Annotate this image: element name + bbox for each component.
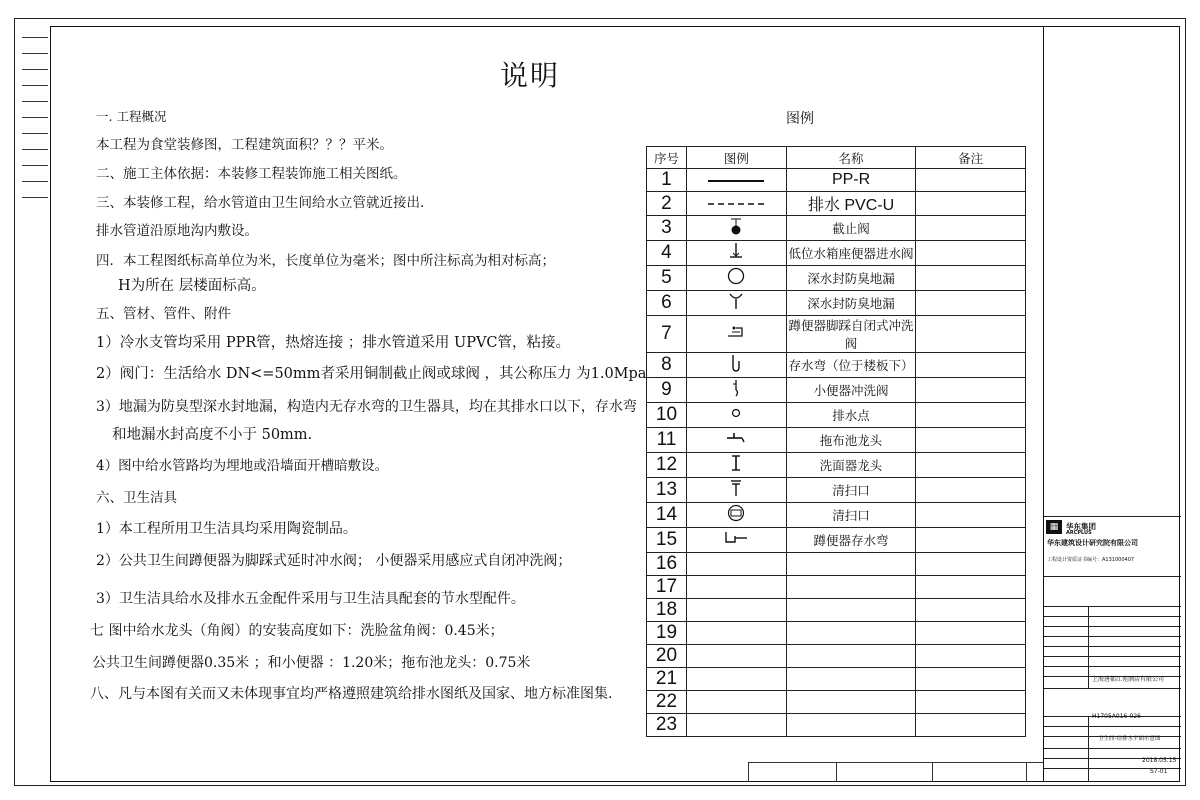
signature-row-line [748,762,1043,763]
legend-header: 名称 [786,147,916,169]
dashed-line-icon [686,192,786,216]
legend-row-name: 截止阀 [786,216,916,241]
signature-divider [932,762,933,782]
small-circle-icon [686,403,786,428]
legend-row-number: 3 [647,216,687,241]
note-line: 七 图中给水龙头（角阀）的安装高度如下：洗脸盆角阀：0.45米； [90,623,504,639]
legend-symbol-empty [686,668,786,691]
trap-icon [686,353,786,378]
squat-flush-valve-icon [686,316,786,353]
note-line: 和地漏水封高度不小于 50mm. [112,427,313,443]
cert-number: A131000407 [1102,557,1135,563]
legend-row-name [786,645,916,668]
legend-row-remark [916,428,1026,453]
title-block [1043,26,1180,782]
legend-row [647,266,1026,291]
low-tank-inlet-valve-icon [686,241,786,266]
drawing-date: 2018.05.15 [1142,757,1177,764]
legend-row-number: 8 [647,353,687,378]
note-line: 3）地漏为防臭型深水封地漏，构造内无存水弯的卫生器具，均在其排水口以下，存水弯 [96,399,637,415]
legend-row-name: 存水弯（位于楼板下） [786,353,916,378]
page-title: 说明 [500,59,561,92]
legend-row-name: 深水封防臭地漏 [786,291,916,316]
note-line: 4）图中给水管路均为埋地或沿墙面开槽暗敷设。 [96,458,389,474]
legend-row-name: 低位水箱座便器进水阀 [786,241,916,266]
cleanout-icon [686,478,786,503]
note-line: 本工程为食堂装修图，工程建筑面积？？？平米。 [96,137,393,153]
cert-label [1047,556,1134,563]
legend-row-number: 1 [647,169,687,192]
legend-row-name: 深水封防臭地漏 [786,266,916,291]
legend-row-remark [916,645,1026,668]
legend-row [647,714,1026,737]
legend-row-number: 9 [647,378,687,403]
legend-symbol-empty [686,599,786,622]
note-line: 八、凡与本图有关而又未体现事宜均严格遵照建筑给排水图纸及国家、地方标准图集. [90,686,613,702]
legend-symbol-empty [686,691,786,714]
legend-row-name: PP-R [786,169,916,192]
legend-row-remark [916,378,1026,403]
company-group: 华东集团 [1066,522,1096,531]
legend-row-number: 7 [647,316,687,353]
legend-row-name [786,668,916,691]
left-binding-strip [22,22,48,197]
basin-faucet-icon [686,453,786,478]
legend-row-number: 12 [647,453,687,478]
legend-row-remark [916,266,1026,291]
stop-valve-icon [686,216,786,241]
legend-table [646,146,1026,737]
legend-row [647,668,1026,691]
legend-row-name [786,599,916,622]
legend-symbol-empty [686,576,786,599]
note-line: 1）冷水支管均采用 PPR管，热熔连接 ；排水管道采用 UPVC管，粘接。 [96,335,571,351]
legend-row [647,691,1026,714]
legend-row [647,622,1026,645]
legend-row [647,291,1026,316]
legend-row [647,576,1026,599]
legend-row [647,403,1026,428]
legend-row [647,192,1026,216]
legend-row-number: 15 [647,528,687,553]
legend-row-number: 13 [647,478,687,503]
legend-row-name: 蹲便器脚踩自闭式冲洗阀 [786,316,916,353]
legend-row-remark [916,576,1026,599]
legend-row-name [786,714,916,737]
note-line: 2）公共卫生间蹲便器为脚踩式延时冲水阀； 小便器采用感应式自闭冲洗阀； [96,553,572,569]
legend-row-number: 6 [647,291,687,316]
legend-row-number: 14 [647,503,687,528]
legend-row-name [786,691,916,714]
legend-row-remark [916,478,1026,503]
project-name: 上海唐都江苑酒店有限公司 [1092,676,1165,683]
legend-row [647,528,1026,553]
note-line: 公共卫生间蹲便器0.35米 ；和小便器 ：1.20米；拖布池龙头：0.75米 [92,655,531,671]
legend-row-name: 排水点 [786,403,916,428]
legend-row [647,478,1026,503]
note-line: 四．本工程图纸标高单位为米，长度单位为毫米；图中所注标高为相对标高； [96,253,555,269]
urinal-flush-icon [686,378,786,403]
note-line: 六、卫生洁具 [96,490,177,506]
legend-row-name [786,553,916,576]
legend-title: 图例 [786,111,814,127]
legend-row-number: 2 [647,192,687,216]
legend-row [647,353,1026,378]
legend-symbol-empty [686,714,786,737]
legend-row-number: 20 [647,645,687,668]
note-line: 五、管材、管件、附件 [96,306,231,322]
legend-row [647,453,1026,478]
company-en: ARCPLUS [1066,530,1092,536]
note-line: 一. 工程概况 [96,109,167,124]
legend-row [647,503,1026,528]
legend-row [647,169,1026,192]
solid-line-icon [686,169,786,192]
legend-row-remark [916,599,1026,622]
legend-row-number: 22 [647,691,687,714]
signature-divider [748,762,749,782]
legend-row-remark [916,691,1026,714]
legend-row-name: 小便器冲洗阀 [786,378,916,403]
legend-row-remark [916,528,1026,553]
legend-row-remark [916,192,1026,216]
legend-row-remark [916,503,1026,528]
legend-row-number: 5 [647,266,687,291]
legend-symbol-empty [686,645,786,668]
legend-row-number: 10 [647,403,687,428]
legend-row-remark [916,316,1026,353]
company-name: 华东建筑设计研究院有限公司 [1047,539,1138,547]
legend-row-name [786,576,916,599]
drawing-number: S7-01 [1150,768,1168,775]
legend-row-remark [916,241,1026,266]
legend-row-remark [916,353,1026,378]
note-line: 1）本工程所用卫生洁具均采用陶瓷制品。 [96,521,357,537]
legend-header: 图例 [686,147,786,169]
legend-row-number: 23 [647,714,687,737]
project-number: H1705A016-026 [1092,713,1141,720]
circle-drain-icon [686,266,786,291]
note-line: 2）阀门：生活给水 DN<=50mm者采用铜制截止阀或球阀 ，其公称压力 为1.0Mpa [96,366,647,382]
legend-row-name: 清扫口 [786,478,916,503]
legend-header: 备注 [916,147,1026,169]
legend-row [647,553,1026,576]
legend-row [647,241,1026,266]
legend-row-number: 17 [647,576,687,599]
legend-row [647,316,1026,353]
legend-row-remark [916,291,1026,316]
legend-row-number: 21 [647,668,687,691]
signature-divider [1026,762,1027,782]
cert-label-text: 工程设计资质证书编号： [1047,557,1103,563]
legend-row-remark [916,622,1026,645]
note-line: H为所在 层楼面标高。 [118,278,266,294]
note-line: 3）卫生洁具给水及排水五金配件采用与卫生洁具配套的节水型配件。 [96,591,525,607]
legend-row [647,645,1026,668]
legend-row-remark [916,668,1026,691]
legend-row-remark [916,553,1026,576]
legend-row [647,216,1026,241]
legend-row-remark [916,453,1026,478]
note-line: 三、本装修工程，给水管道由卫生间给水立管就近接出. [96,195,425,211]
legend-row-number: 16 [647,553,687,576]
legend-row-name: 拖布池龙头 [786,428,916,453]
legend-row-name: 蹲便器存水弯 [786,528,916,553]
note-line: 二、施工主体依据：本装修工程装饰施工相关图纸。 [96,166,407,182]
legend-symbol-empty [686,622,786,645]
cleanout-plan-icon [686,503,786,528]
legend-row-name: 清扫口 [786,503,916,528]
mop-faucet-icon [686,428,786,453]
y-drain-icon [686,291,786,316]
legend-row [647,378,1026,403]
legend-row-remark [916,714,1026,737]
legend-row-name: 排水 PVC-U [786,192,916,216]
drawing-name: 卫生间-给排水平面示意图 [1098,736,1161,742]
note-line: 排水管道沿原地沟内敷设。 [96,223,258,239]
company-logo-icon: ▦ [1046,520,1062,534]
legend-row-number: 11 [647,428,687,453]
legend-row [647,428,1026,453]
legend-row-number: 18 [647,599,687,622]
legend-row-name [786,622,916,645]
legend-row [647,599,1026,622]
legend-row-remark [916,403,1026,428]
legend-row-name: 洗面器龙头 [786,453,916,478]
legend-row-remark [916,216,1026,241]
legend-row-remark [916,169,1026,192]
legend-row-number: 4 [647,241,687,266]
signature-divider [836,762,837,782]
squat-trap-icon [686,528,786,553]
legend-header: 序号 [647,147,687,169]
legend-row-number: 19 [647,622,687,645]
legend-symbol-empty [686,553,786,576]
